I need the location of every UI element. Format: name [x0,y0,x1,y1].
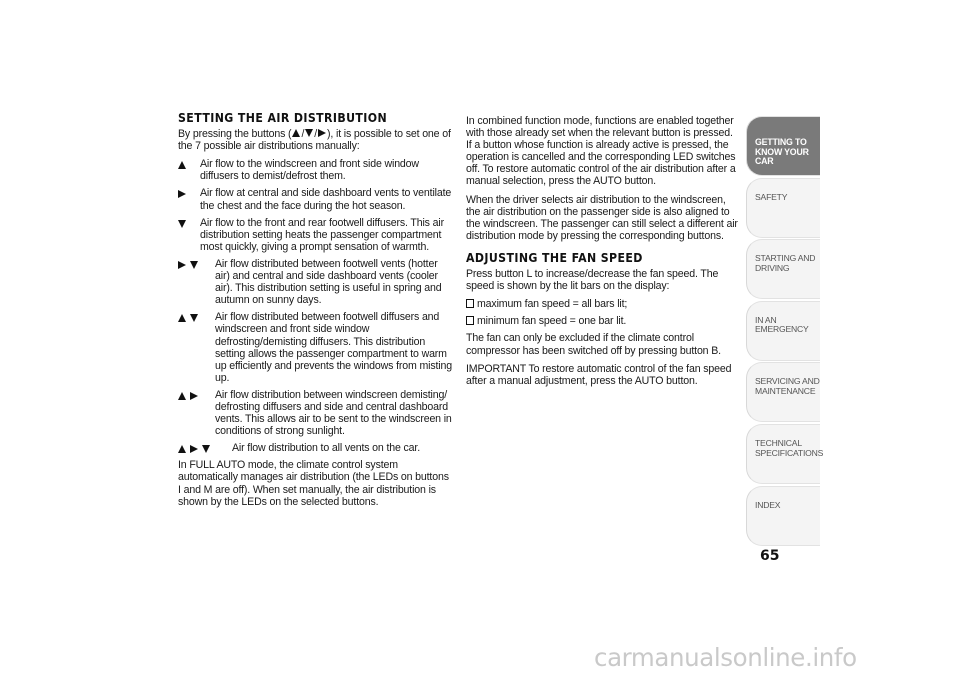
checkbox-bullet-icon [466,316,474,325]
intro-text-end: ), it is possible to set one of the 7 possible air distributions manually: [178,128,451,153]
watermark-text: carmanualsonline.info [594,643,857,672]
section-heading-air-distribution: SETTING THE AIR DISTRIBUTION [178,111,388,125]
arrow-up-icon [178,392,186,400]
bullet-text: minimum fan speed = one bar lit. [477,315,627,328]
arrow-up-icon [178,161,186,169]
distribution-text: Air flow distribution to all vents on the car. [232,442,421,455]
page-number: 65 [760,548,780,564]
arrow-down-icon [178,220,186,228]
arrow-right-icon [178,261,186,269]
intro-separator: / [301,128,305,141]
checkbox-bullet-icon [466,299,474,308]
arrow-up-icon [292,128,300,140]
combined-mode-paragraph: In combined function mode, functions are enabled together with those already set when the relevant button is pressed. If a button whose function is already active is pressed, the operation is cancelled and the corresponding LED switches off. To restore automatic control of the air distribution after a manual selection, press the AUTO button. [466,115,736,188]
arrow-down-icon [190,261,198,269]
tab-safety[interactable]: SAFETY [746,178,820,238]
list-item [178,389,454,437]
arrow-down-icon [305,128,313,140]
intro-text-start: By pressing the buttons ( [178,128,292,141]
list-item [178,187,454,211]
chapter-tabs [746,116,824,547]
distribution-icons [178,389,215,437]
bullet-text: maximum fan speed = all bars lit; [477,298,628,311]
list-item [178,311,454,384]
distribution-list [178,158,454,454]
list-item [466,298,738,310]
right-column [466,115,738,393]
distribution-icons [178,311,215,384]
distribution-text: Air flow to the windscreen and front side window diffusers to demist/defrost them. [200,158,419,183]
full-auto-paragraph: In FULL AUTO mode, the climate control system automatically manages air distribution (the LEDs on buttons I and M are off). When set manually, the air distribution is shown by the LEDs on the selected buttons. [178,459,449,508]
distribution-text: Air flow at central and side dashboard vents to ventilate the chest and the face during the hot season. [200,187,452,212]
arrow-right-icon [318,128,326,140]
distribution-text: Air flow to the front and rear footwell diffusers. This air distribution setting heats the passenger compartment most quickly, giving a prompt sensation of warmth. [200,216,444,253]
tab-servicing-and-maintenance[interactable]: SERVICING AND MAINTENANCE [746,362,820,422]
distribution-icons [178,258,215,306]
intro-paragraph [178,128,454,152]
list-item [466,315,738,327]
tab-index[interactable]: INDEX [746,486,820,546]
list-item [178,217,454,253]
arrow-right-icon [190,445,198,453]
list-item [178,258,454,306]
distribution-icons [178,217,200,253]
arrow-down-icon [190,314,198,322]
tab-getting-to-know-your-car[interactable]: GETTING TO KNOW YOUR CAR [746,116,820,176]
section-heading-fan-speed: ADJUSTING THE FAN SPEED [466,250,643,265]
compressor-paragraph: The fan can only be excluded if the climate control compressor has been switched off by pressing button B. [466,332,721,357]
arrow-up-icon [178,445,186,453]
tab-starting-and-driving[interactable]: STARTING AND DRIVING [746,239,820,299]
list-item [178,442,454,454]
intro-separator: / [314,128,318,141]
arrow-right-icon [190,392,198,400]
fan-speed-paragraph: Press button L to increase/decrease the fan speed. The speed is shown by the lit bars on the display: [466,268,719,293]
arrow-up-icon [178,314,186,322]
distribution-text: Air flow distributed between footwell diffusers and windscreen and front side window defrosting/demisting diffusers. This distribution setting allows the passenger compartment to warm up efficiently and prevents the windows from misting up. [215,311,452,384]
arrow-down-icon [202,445,210,453]
arrow-right-icon [178,190,186,198]
distribution-text: Air flow distribution between windscreen demisting/ defrosting diffusers and side and central dashboard vents. This allows air to be sent to the windscreen in conditions of strong sunlight. [215,388,452,438]
distribution-icons [178,187,200,211]
tab-in-an-emergency[interactable]: IN AN EMERGENCY [746,301,820,361]
driver-selection-paragraph: When the driver selects air distribution to the windscreen, the air distribution on the passenger side is also aligned to the windscreen. The passenger can still select a different air distribution mode by pressing the corresponding buttons. [466,193,738,242]
list-item [178,158,454,182]
important-paragraph: IMPORTANT To restore automatic control of the fan speed after a manual adjustment, press the AUTO button. [466,362,732,387]
tab-technical-specifications[interactable]: TECHNICAL SPECIFICATIONS [746,424,820,484]
distribution-icons [178,158,200,182]
distribution-text: Air flow distributed between footwell vents (hotter air) and central and side dashboard vents (cooler air). This distribution setting is useful in spring and autumn on sunny days. [215,257,442,307]
left-column [178,112,454,514]
distribution-icons [178,442,232,454]
